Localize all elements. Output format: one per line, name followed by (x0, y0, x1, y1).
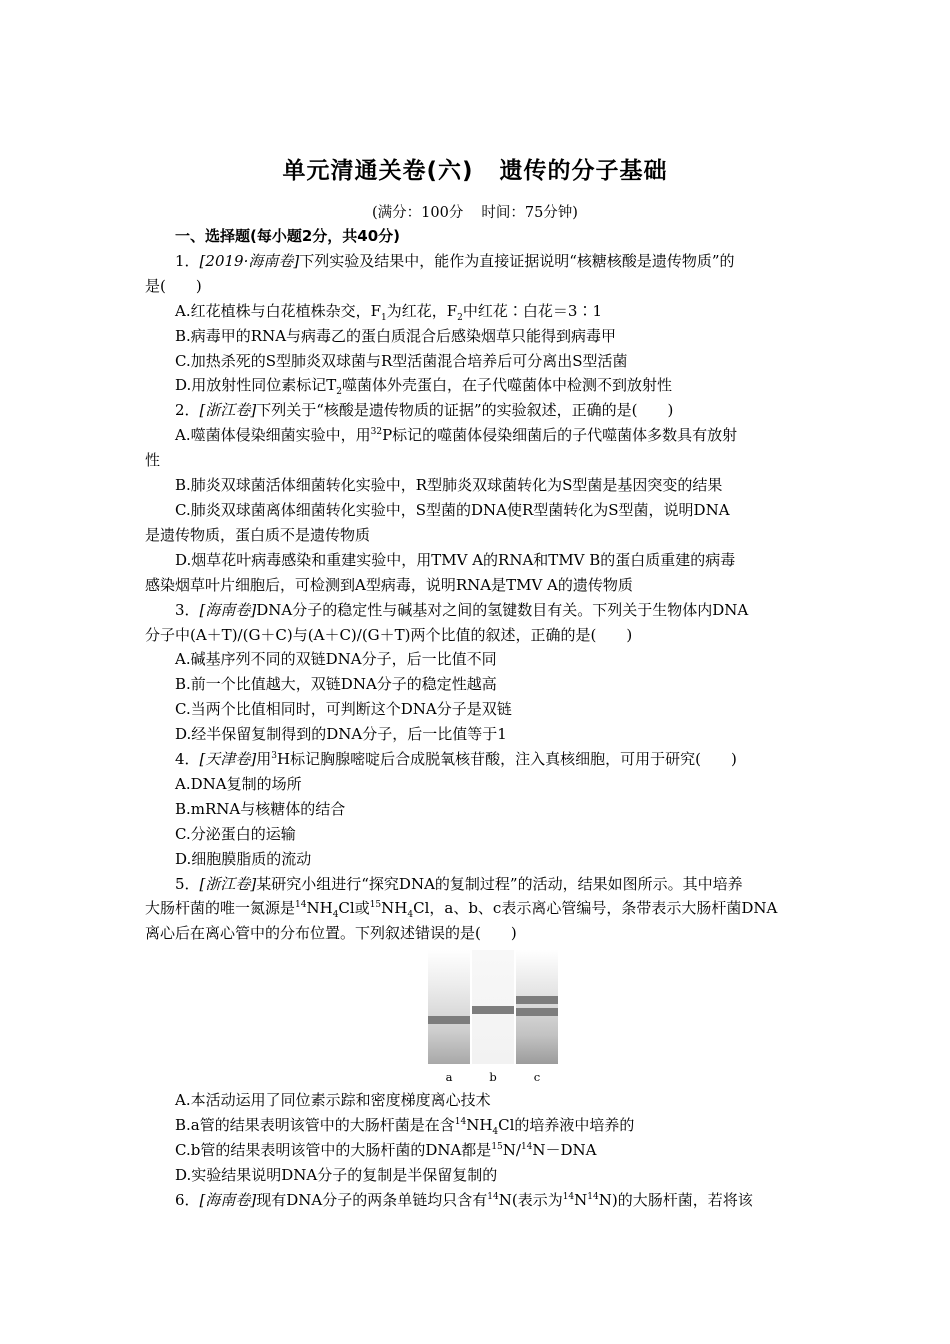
question-number: 4． (175, 750, 200, 769)
subscript: 1 (381, 312, 387, 323)
question-1-option-b: B.病毒甲的RNA与病毒乙的蛋白质混合后感染烟草只能得到病毒甲 (175, 326, 617, 345)
question-5-stem-cont-2: 离心后在离心管中的分布位置。下列叙述错误的是( ) (145, 924, 517, 943)
superscript: 14 (487, 1191, 499, 1202)
subscript: 4 (407, 910, 414, 921)
subscript: 4 (492, 1127, 499, 1138)
question-2-option-d-cont: 感染烟草叶片细胞后，可检测到A型病毒，说明RNA是TMV A的遗传物质 (145, 575, 633, 594)
option-text: 中红花∶白花＝3∶1 (462, 301, 602, 320)
stem-text: NH (306, 899, 333, 918)
question-3-stem-cont: 分子中(A＋T)/(G＋C)与(A＋C)/(G＋T)两个比值的叙述，正确的是( ) (145, 625, 633, 644)
question-3-stem (145, 598, 807, 623)
question-4-option-d: D.细胞膜脂质的流动 (175, 849, 312, 868)
option-text: P标记的噬菌体侵染细菌后的子代噬菌体多数具有放射 (382, 426, 738, 445)
question-source: [海南卷] (199, 1190, 257, 1209)
superscript: 15 (369, 900, 382, 911)
question-5-option-a: A.本活动运用了同位素示踪和密度梯度离心技术 (175, 1091, 491, 1110)
option-text: 噬菌体外壳蛋白，在子代噬菌体中检测不到放射性 (342, 376, 673, 395)
exam-info (0, 201, 950, 222)
score-info: (满分：100分 (372, 205, 464, 221)
question-number: 3． (175, 600, 200, 619)
question-number: 2． (175, 401, 200, 420)
section-heading: 一、选择题(每小题2分，共40分) (175, 227, 401, 245)
question-list (145, 224, 807, 1213)
question-4-option-a: A.DNA复制的场所 (175, 774, 302, 793)
stem-text: Cl或 (338, 899, 370, 918)
question-number: 5． (175, 874, 200, 893)
dna-band (516, 996, 558, 1004)
question-1-option-c: C.加热杀死的S型肺炎双球菌与R型活菌混合培养后可分离出S型活菌 (175, 351, 628, 370)
subscript: 4 (332, 910, 339, 921)
page-title (0, 152, 950, 185)
question-4-stem (145, 747, 807, 772)
superscript: 15 (491, 1142, 503, 1153)
option-text: C.b管的结果表明该管中的大肠杆菌的DNA都是 (175, 1141, 492, 1160)
centrifuge-tube-c (516, 950, 558, 1064)
superscript: 32 (370, 427, 383, 438)
question-2-option-a-cont: 性 (145, 451, 161, 470)
centrifuge-tube-b (472, 950, 514, 1064)
question-5-stem-cont (145, 896, 807, 921)
centrifuge-tube-figure (145, 946, 807, 1088)
question-source: [天津卷] (199, 750, 257, 769)
question-3-option-a: A.碱基序列不同的双链DNA分子，后一比值不同 (175, 650, 497, 669)
option-text: A.红花植株与白花植株杂交，F (175, 301, 382, 320)
question-number: 6． (175, 1190, 200, 1209)
superscript: 3 (271, 751, 278, 762)
option-text: Cl的培养液中培养的 (498, 1116, 635, 1135)
superscript: 14 (587, 1191, 599, 1202)
option-text: N/ (502, 1141, 521, 1160)
question-5-stem (145, 872, 807, 897)
option-text: A.噬菌体侵染细菌实验中，用 (175, 426, 371, 445)
stem-text: N (574, 1190, 588, 1209)
question-2-option-c-cont: 是遗传物质，蛋白质不是遗传物质 (145, 525, 371, 544)
question-1-stem-cont: 是( ) (145, 276, 202, 295)
stem-text: N)的大肠杆菌，若将该 (598, 1190, 753, 1209)
stem-text: 某研究小组进行“探究DNA的复制过程”的活动，结果如图所示。其中培养 (256, 874, 743, 893)
stem-text: 用 (256, 750, 272, 769)
question-source: [浙江卷] (199, 401, 257, 420)
stem-text: 大肠杆菌的唯一氮源是 (145, 899, 296, 918)
stem-text: 下列关于“核酸是遗传物质的证据”的实验叙述，正确的是( ) (256, 401, 674, 420)
tube-label-b: b (489, 1070, 497, 1085)
question-5-option-b (145, 1113, 807, 1138)
question-3-option-b: B.前一个比值越大，双链DNA分子的稳定性越高 (175, 675, 497, 694)
question-4-option-c: C.分泌蛋白的运输 (175, 824, 296, 843)
stem-text: Cl，a、b、c表示离心管编号，条带表示大肠杆菌DNA (413, 899, 778, 918)
dna-band (516, 1008, 558, 1016)
question-1-option-d (145, 373, 807, 398)
tube-label-a: a (445, 1070, 453, 1085)
question-source: [海南卷] (199, 600, 257, 619)
question-3-option-c: C.当两个比值相同时，可判断这个DNA分子是双链 (175, 700, 512, 719)
question-1-stem (145, 249, 807, 274)
stem-text: H标记胸腺嘧啶后合成脱氧核苷酸，注入真核细胞，可用于研究( ) (277, 750, 737, 769)
dna-band (428, 1016, 470, 1024)
question-1-option-a (145, 299, 807, 324)
option-text: B.a管的结果表明该管中的大肠杆菌是在含 (175, 1116, 455, 1135)
time-info: 时间：75分钟) (481, 205, 578, 221)
title-main: 单元清通关卷(六) (282, 158, 474, 184)
question-source: [2019·海南卷] (199, 251, 300, 270)
option-text: 为红花，F (386, 301, 458, 320)
stem-text: N(表示为 (498, 1190, 563, 1209)
question-6-stem (145, 1188, 807, 1213)
title-topic: 遗传的分子基础 (499, 158, 668, 184)
subscript: 2 (336, 387, 342, 398)
option-text: NH (466, 1116, 493, 1135)
stem-text: 现有DNA分子的两条单链均只含有 (256, 1190, 488, 1209)
subscript: 2 (457, 312, 463, 323)
question-2-option-c: C.肺炎双球菌离体细菌转化实验中，S型菌的DNA使R型菌转化为S型菌，说明DNA (175, 500, 730, 519)
centrifuge-tube-a (428, 950, 470, 1064)
tube-label-c: c (533, 1070, 541, 1085)
question-2-stem (145, 398, 807, 423)
option-text: N－DNA (532, 1141, 597, 1160)
superscript: 14 (520, 1142, 533, 1153)
question-2-option-a (145, 423, 807, 448)
question-2-option-d: D.烟草花叶病毒感染和重建实验中，用TMV A的RNA和TMV B的蛋白质重建的病毒 (175, 550, 736, 569)
question-4-option-b: B.mRNA与核糖体的结合 (175, 799, 346, 818)
superscript: 14 (562, 1191, 575, 1202)
stem-text: 下列实验及结果中，能作为直接证据说明“核糖核酸是遗传物质”的 (299, 251, 735, 270)
question-number: 1． (175, 251, 200, 270)
question-5-option-c (145, 1138, 807, 1163)
question-2-option-b: B.肺炎双球菌活体细菌转化实验中，R型肺炎双球菌转化为S型菌是基因突变的结果 (175, 476, 723, 495)
stem-text: NH (381, 899, 408, 918)
question-3-option-d: D.经半保留复制得到的DNA分子，后一比值等于1 (175, 725, 507, 744)
question-source: [浙江卷] (199, 874, 257, 893)
option-text: D.用放射性同位素标记T (175, 376, 337, 395)
dna-band (472, 1006, 514, 1014)
stem-text: DNA分子的稳定性与碱基对之间的氢键数目有关。下列关于生物体内DNA (256, 600, 749, 619)
superscript: 14 (454, 1117, 467, 1128)
question-5-option-d: D.实验结果说明DNA分子的复制是半保留复制的 (175, 1166, 498, 1184)
superscript: 14 (295, 900, 307, 911)
